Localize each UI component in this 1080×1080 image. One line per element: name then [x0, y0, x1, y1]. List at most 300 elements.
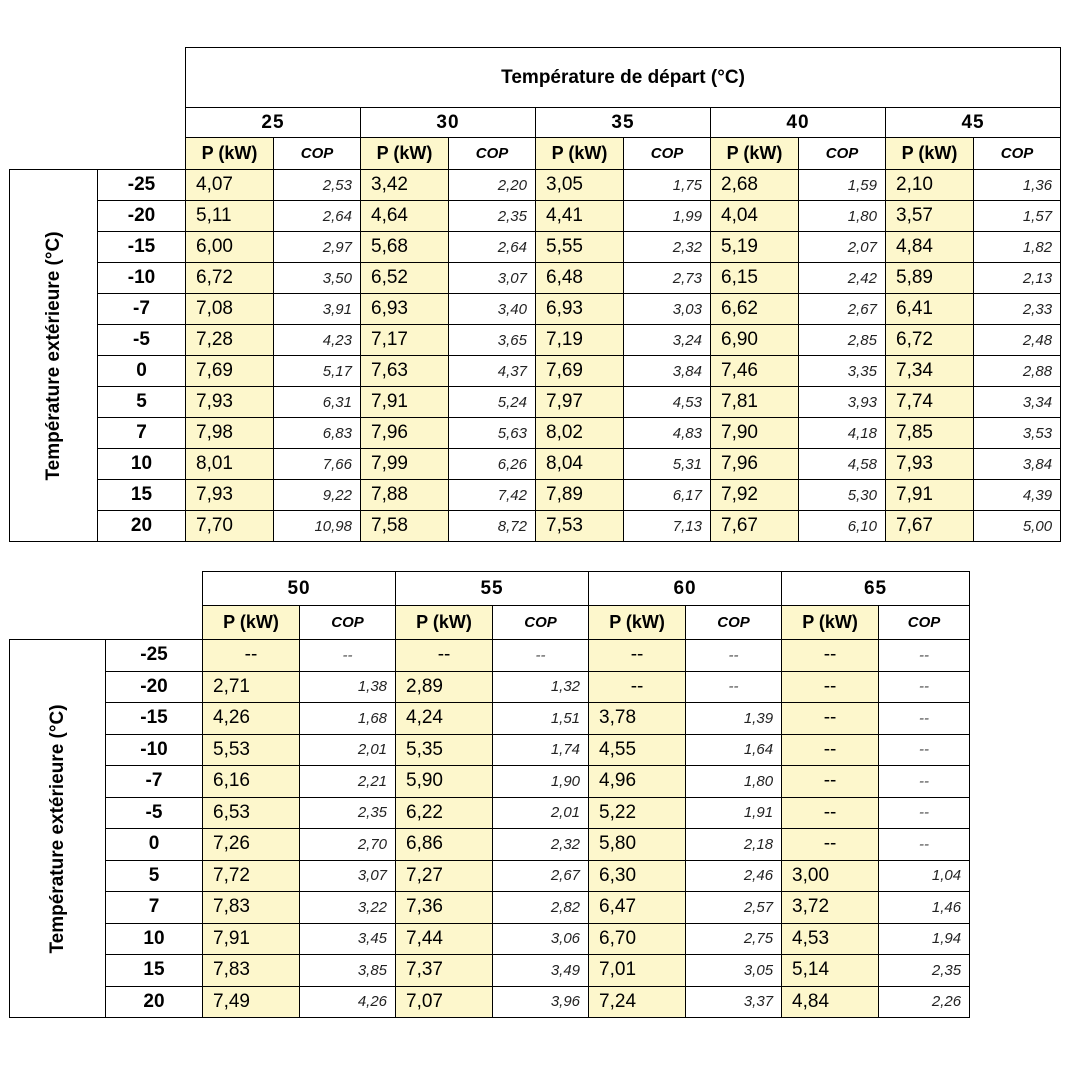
data-row — [10, 671, 970, 703]
power-cell: 6,41 — [886, 294, 974, 325]
cop-cell: 2,75 — [686, 923, 782, 955]
power-cell: 5,14 — [782, 955, 879, 987]
cop-cell: 4,53 — [624, 387, 711, 418]
power-cell: 5,11 — [186, 201, 274, 232]
power-cell: 7,63 — [361, 356, 449, 387]
cop-cell: 2,20 — [449, 170, 536, 201]
power-cell: 4,96 — [589, 766, 686, 798]
power-cell: 5,89 — [886, 263, 974, 294]
cop-cell: 3,07 — [300, 860, 396, 892]
power-cell: 5,55 — [536, 232, 624, 263]
power-cell: 7,97 — [536, 387, 624, 418]
cop-cell: 1,99 — [624, 201, 711, 232]
power-cell: 7,90 — [711, 418, 799, 449]
power-cell: 7,07 — [396, 986, 493, 1018]
power-column-header: P (kW) — [186, 138, 274, 170]
power-cell: 7,34 — [886, 356, 974, 387]
cop-cell: 3,40 — [449, 294, 536, 325]
column-labels-row — [10, 138, 1061, 170]
departure-temp-45: 45 — [886, 108, 1061, 138]
cop-cell: 2,64 — [449, 232, 536, 263]
outdoor-temp-label: -7 — [98, 294, 186, 325]
cop-cell: 4,26 — [300, 986, 396, 1018]
cop-cell: -- — [879, 829, 970, 861]
cop-cell: 2,53 — [274, 170, 361, 201]
cop-cell: 7,13 — [624, 511, 711, 542]
cop-cell: -- — [686, 671, 782, 703]
data-row — [10, 860, 970, 892]
cop-cell: 1,94 — [879, 923, 970, 955]
cop-cell: 2,42 — [799, 263, 886, 294]
performance-table-2 — [9, 571, 970, 1018]
cop-cell: -- — [879, 640, 970, 672]
power-cell: -- — [589, 640, 686, 672]
power-cell: 7,36 — [396, 892, 493, 924]
cop-cell: 1,82 — [974, 232, 1061, 263]
cop-cell: 2,35 — [449, 201, 536, 232]
power-cell: -- — [589, 671, 686, 703]
power-column-header: P (kW) — [203, 606, 300, 640]
power-cell: 7,92 — [711, 480, 799, 511]
power-cell: 5,53 — [203, 734, 300, 766]
power-cell: 7,83 — [203, 892, 300, 924]
cop-cell: 1,59 — [799, 170, 886, 201]
cop-cell: 1,91 — [686, 797, 782, 829]
cop-cell: 1,80 — [686, 766, 782, 798]
cop-cell: 1,32 — [493, 671, 589, 703]
power-cell: 6,70 — [589, 923, 686, 955]
outdoor-temp-label: -20 — [106, 671, 203, 703]
cop-cell: 3,24 — [624, 325, 711, 356]
cop-cell: 3,96 — [493, 986, 589, 1018]
outdoor-temp-label: -7 — [106, 766, 203, 798]
power-cell: -- — [782, 671, 879, 703]
power-column-header: P (kW) — [589, 606, 686, 640]
cop-cell: 6,31 — [274, 387, 361, 418]
power-cell: 4,55 — [589, 734, 686, 766]
corner-blank — [10, 606, 203, 640]
data-row — [10, 480, 1061, 511]
power-cell: 4,07 — [186, 170, 274, 201]
power-cell: 5,90 — [396, 766, 493, 798]
power-cell: 7,85 — [886, 418, 974, 449]
cop-cell: 1,64 — [686, 734, 782, 766]
power-cell: 7,69 — [186, 356, 274, 387]
cop-cell: 1,36 — [974, 170, 1061, 201]
power-cell: 8,01 — [186, 449, 274, 480]
data-row — [10, 797, 970, 829]
power-cell: 6,16 — [203, 766, 300, 798]
cop-cell: 1,75 — [624, 170, 711, 201]
cop-cell: 2,35 — [879, 955, 970, 987]
cop-cell: -- — [300, 640, 396, 672]
power-cell: 7,72 — [203, 860, 300, 892]
outdoor-temperature-label-text: Température extérieure (°C) — [46, 703, 68, 954]
cop-cell: 6,26 — [449, 449, 536, 480]
cop-cell: 2,46 — [686, 860, 782, 892]
power-cell: 7,67 — [711, 511, 799, 542]
cop-cell: 4,18 — [799, 418, 886, 449]
cop-cell: 1,38 — [300, 671, 396, 703]
cop-column-header: COP — [274, 138, 361, 170]
cop-cell: 3,06 — [493, 923, 589, 955]
power-cell: 3,78 — [589, 703, 686, 735]
cop-cell: 1,68 — [300, 703, 396, 735]
data-row — [10, 703, 970, 735]
cop-cell: 2,01 — [300, 734, 396, 766]
power-cell: -- — [782, 734, 879, 766]
power-cell: 7,91 — [203, 923, 300, 955]
cop-cell: 2,26 — [879, 986, 970, 1018]
cop-cell: 2,67 — [799, 294, 886, 325]
outdoor-temp-label: 7 — [98, 418, 186, 449]
departure-temps-row — [10, 108, 1061, 138]
power-cell: 6,53 — [203, 797, 300, 829]
data-row — [10, 387, 1061, 418]
power-cell: 7,74 — [886, 387, 974, 418]
power-cell: 4,04 — [711, 201, 799, 232]
power-cell: 7,17 — [361, 325, 449, 356]
corner-blank — [10, 108, 186, 138]
cop-cell: 2,32 — [624, 232, 711, 263]
power-cell: 2,68 — [711, 170, 799, 201]
power-cell: -- — [782, 829, 879, 861]
cop-cell: 2,32 — [493, 829, 589, 861]
power-cell: 3,00 — [782, 860, 879, 892]
cop-cell: 3,03 — [624, 294, 711, 325]
cop-cell: 1,57 — [974, 201, 1061, 232]
cop-column-header: COP — [974, 138, 1061, 170]
power-cell: 7,89 — [536, 480, 624, 511]
power-cell: 7,93 — [886, 449, 974, 480]
power-cell: 7,81 — [711, 387, 799, 418]
cop-column-header: COP — [300, 606, 396, 640]
cop-cell: 1,39 — [686, 703, 782, 735]
power-column-header: P (kW) — [396, 606, 493, 640]
power-cell: 7,69 — [536, 356, 624, 387]
cop-cell: 1,90 — [493, 766, 589, 798]
cop-cell: 3,22 — [300, 892, 396, 924]
data-row — [10, 294, 1061, 325]
cop-cell: 2,73 — [624, 263, 711, 294]
power-cell: -- — [782, 766, 879, 798]
cop-cell: 2,64 — [274, 201, 361, 232]
departure-temp-60: 60 — [589, 572, 782, 606]
power-cell: 5,19 — [711, 232, 799, 263]
power-cell: 7,53 — [536, 511, 624, 542]
performance-table-1 — [9, 47, 1061, 542]
power-cell: 3,57 — [886, 201, 974, 232]
data-row — [10, 892, 970, 924]
power-cell: 4,24 — [396, 703, 493, 735]
data-row — [10, 418, 1061, 449]
outdoor-temp-label: -15 — [106, 703, 203, 735]
cop-cell: 5,30 — [799, 480, 886, 511]
cop-cell: -- — [879, 671, 970, 703]
outdoor-temp-label: -15 — [98, 232, 186, 263]
outdoor-temp-label: 5 — [106, 860, 203, 892]
cop-cell: 1,46 — [879, 892, 970, 924]
power-cell: 7,70 — [186, 511, 274, 542]
outdoor-temperature-axis-label — [10, 170, 98, 542]
data-row — [10, 201, 1061, 232]
power-cell: 6,15 — [711, 263, 799, 294]
cop-cell: 2,21 — [300, 766, 396, 798]
title-row — [10, 48, 1061, 108]
departure-temp-30: 30 — [361, 108, 536, 138]
cop-cell: 5,17 — [274, 356, 361, 387]
cop-cell: 3,34 — [974, 387, 1061, 418]
power-cell: -- — [782, 797, 879, 829]
column-labels-row — [10, 606, 970, 640]
power-cell: 6,90 — [711, 325, 799, 356]
cop-cell: 7,42 — [449, 480, 536, 511]
cop-cell: -- — [879, 734, 970, 766]
cop-cell: 4,23 — [274, 325, 361, 356]
power-cell: 7,24 — [589, 986, 686, 1018]
power-cell: 6,72 — [886, 325, 974, 356]
cop-cell: -- — [879, 766, 970, 798]
cop-cell: 6,17 — [624, 480, 711, 511]
cop-cell: 3,35 — [799, 356, 886, 387]
power-cell: 6,30 — [589, 860, 686, 892]
power-cell: 6,86 — [396, 829, 493, 861]
power-cell: 7,83 — [203, 955, 300, 987]
departure-temps-row — [10, 572, 970, 606]
cop-cell: 5,63 — [449, 418, 536, 449]
departure-temp-50: 50 — [203, 572, 396, 606]
data-row — [10, 955, 970, 987]
cop-cell: 6,83 — [274, 418, 361, 449]
cop-cell: 2,88 — [974, 356, 1061, 387]
outdoor-temp-label: -10 — [98, 263, 186, 294]
corner-blank — [10, 138, 186, 170]
outdoor-temp-label: 20 — [106, 986, 203, 1018]
power-cell: 8,04 — [536, 449, 624, 480]
cop-cell: 3,45 — [300, 923, 396, 955]
cop-cell: 3,49 — [493, 955, 589, 987]
power-cell: 5,22 — [589, 797, 686, 829]
power-cell: -- — [203, 640, 300, 672]
cop-column-header: COP — [624, 138, 711, 170]
cop-cell: 2,48 — [974, 325, 1061, 356]
power-cell: 2,10 — [886, 170, 974, 201]
cop-cell: 5,31 — [624, 449, 711, 480]
cop-cell: 2,82 — [493, 892, 589, 924]
power-cell: 7,93 — [186, 480, 274, 511]
cop-cell: 10,98 — [274, 511, 361, 542]
data-row — [10, 766, 970, 798]
cop-cell: 3,07 — [449, 263, 536, 294]
power-column-header: P (kW) — [536, 138, 624, 170]
power-cell: 5,35 — [396, 734, 493, 766]
power-cell: 6,22 — [396, 797, 493, 829]
cop-cell: 2,01 — [493, 797, 589, 829]
cop-cell: 7,66 — [274, 449, 361, 480]
cop-cell: 1,80 — [799, 201, 886, 232]
cop-cell: -- — [879, 703, 970, 735]
departure-temp-35: 35 — [536, 108, 711, 138]
power-column-header: P (kW) — [361, 138, 449, 170]
cop-cell: 4,58 — [799, 449, 886, 480]
outdoor-temp-label: 15 — [98, 480, 186, 511]
cop-cell: 3,85 — [300, 955, 396, 987]
cop-cell: 2,13 — [974, 263, 1061, 294]
power-cell: -- — [782, 703, 879, 735]
power-cell: 7,01 — [589, 955, 686, 987]
data-row — [10, 325, 1061, 356]
cop-cell: 3,53 — [974, 418, 1061, 449]
cop-cell: 2,67 — [493, 860, 589, 892]
power-cell: 7,27 — [396, 860, 493, 892]
power-cell: 7,98 — [186, 418, 274, 449]
cop-cell: 2,85 — [799, 325, 886, 356]
cop-cell: -- — [493, 640, 589, 672]
power-cell: 7,49 — [203, 986, 300, 1018]
power-cell: 5,68 — [361, 232, 449, 263]
data-row — [10, 829, 970, 861]
cop-cell: 2,57 — [686, 892, 782, 924]
cop-cell: 3,91 — [274, 294, 361, 325]
data-row — [10, 734, 970, 766]
power-cell: 7,44 — [396, 923, 493, 955]
data-row — [10, 356, 1061, 387]
cop-cell: 3,84 — [624, 356, 711, 387]
data-row — [10, 449, 1061, 480]
data-row — [10, 232, 1061, 263]
power-cell: 7,37 — [396, 955, 493, 987]
outdoor-temperature-axis-label — [10, 640, 106, 1018]
data-row — [10, 923, 970, 955]
cop-cell: 4,83 — [624, 418, 711, 449]
cop-cell: 2,97 — [274, 232, 361, 263]
cop-column-header: COP — [879, 606, 970, 640]
cop-cell: 4,37 — [449, 356, 536, 387]
outdoor-temp-label: 10 — [98, 449, 186, 480]
cop-cell: 8,72 — [449, 511, 536, 542]
outdoor-temperature-label-text: Température extérieure (°C) — [42, 230, 64, 481]
cop-cell: 3,37 — [686, 986, 782, 1018]
data-row — [10, 511, 1061, 542]
power-cell: 7,88 — [361, 480, 449, 511]
power-cell: 7,99 — [361, 449, 449, 480]
data-row — [10, 263, 1061, 294]
power-cell: 6,48 — [536, 263, 624, 294]
power-cell: 6,93 — [361, 294, 449, 325]
power-column-header: P (kW) — [711, 138, 799, 170]
cop-cell: 1,04 — [879, 860, 970, 892]
outdoor-temp-label: 7 — [106, 892, 203, 924]
outdoor-temp-label: 0 — [106, 829, 203, 861]
power-cell: 3,42 — [361, 170, 449, 201]
cop-cell: 2,07 — [799, 232, 886, 263]
cop-cell: -- — [879, 797, 970, 829]
power-cell: 7,96 — [361, 418, 449, 449]
data-row — [10, 640, 970, 672]
data-row — [10, 170, 1061, 201]
power-cell: 6,00 — [186, 232, 274, 263]
power-cell: 6,72 — [186, 263, 274, 294]
power-cell: 6,52 — [361, 263, 449, 294]
outdoor-temp-label: -10 — [106, 734, 203, 766]
corner-blank — [10, 572, 203, 606]
power-cell: -- — [396, 640, 493, 672]
departure-temp-65: 65 — [782, 572, 970, 606]
cop-column-header: COP — [493, 606, 589, 640]
cop-cell: 2,33 — [974, 294, 1061, 325]
cop-column-header: COP — [686, 606, 782, 640]
power-cell: 7,46 — [711, 356, 799, 387]
outdoor-temp-label: -20 — [98, 201, 186, 232]
cop-cell: 3,50 — [274, 263, 361, 294]
power-cell: 4,84 — [886, 232, 974, 263]
cop-cell: 3,65 — [449, 325, 536, 356]
cop-cell: 1,74 — [493, 734, 589, 766]
outdoor-temp-label: -5 — [106, 797, 203, 829]
power-cell: -- — [782, 640, 879, 672]
cop-cell: 5,00 — [974, 511, 1061, 542]
cop-column-header: COP — [449, 138, 536, 170]
outdoor-temp-label: -5 — [98, 325, 186, 356]
outdoor-temp-label: 0 — [98, 356, 186, 387]
data-row — [10, 986, 970, 1018]
cop-cell: 3,93 — [799, 387, 886, 418]
power-cell: 7,28 — [186, 325, 274, 356]
power-cell: 7,26 — [203, 829, 300, 861]
power-cell: 7,19 — [536, 325, 624, 356]
power-cell: 6,62 — [711, 294, 799, 325]
departure-temp-25: 25 — [186, 108, 361, 138]
power-cell: 7,67 — [886, 511, 974, 542]
cop-column-header: COP — [799, 138, 886, 170]
cop-cell: 2,70 — [300, 829, 396, 861]
cop-cell: 2,18 — [686, 829, 782, 861]
cop-cell: 6,10 — [799, 511, 886, 542]
cop-cell: 5,24 — [449, 387, 536, 418]
power-cell: 7,93 — [186, 387, 274, 418]
power-cell: 8,02 — [536, 418, 624, 449]
cop-cell: 3,05 — [686, 955, 782, 987]
cop-cell: 3,84 — [974, 449, 1061, 480]
outdoor-temp-label: 15 — [106, 955, 203, 987]
departure-temperature-header: Température de départ (°C) — [186, 48, 1061, 108]
power-cell: 7,91 — [361, 387, 449, 418]
outdoor-temp-label: -25 — [98, 170, 186, 201]
cop-cell: 2,35 — [300, 797, 396, 829]
power-cell: 4,53 — [782, 923, 879, 955]
cop-cell: 1,51 — [493, 703, 589, 735]
power-cell: 7,96 — [711, 449, 799, 480]
power-cell: 3,05 — [536, 170, 624, 201]
power-cell: 2,71 — [203, 671, 300, 703]
power-cell: 6,47 — [589, 892, 686, 924]
power-cell: 6,93 — [536, 294, 624, 325]
power-cell: 7,08 — [186, 294, 274, 325]
power-column-header: P (kW) — [782, 606, 879, 640]
corner-blank — [10, 48, 186, 108]
power-cell: 7,58 — [361, 511, 449, 542]
power-column-header: P (kW) — [886, 138, 974, 170]
cop-cell: 9,22 — [274, 480, 361, 511]
outdoor-temp-label: 20 — [98, 511, 186, 542]
outdoor-temp-label: 5 — [98, 387, 186, 418]
departure-temp-55: 55 — [396, 572, 589, 606]
power-cell: 2,89 — [396, 671, 493, 703]
power-cell: 4,64 — [361, 201, 449, 232]
power-cell: 5,80 — [589, 829, 686, 861]
power-cell: 4,26 — [203, 703, 300, 735]
power-cell: 4,84 — [782, 986, 879, 1018]
